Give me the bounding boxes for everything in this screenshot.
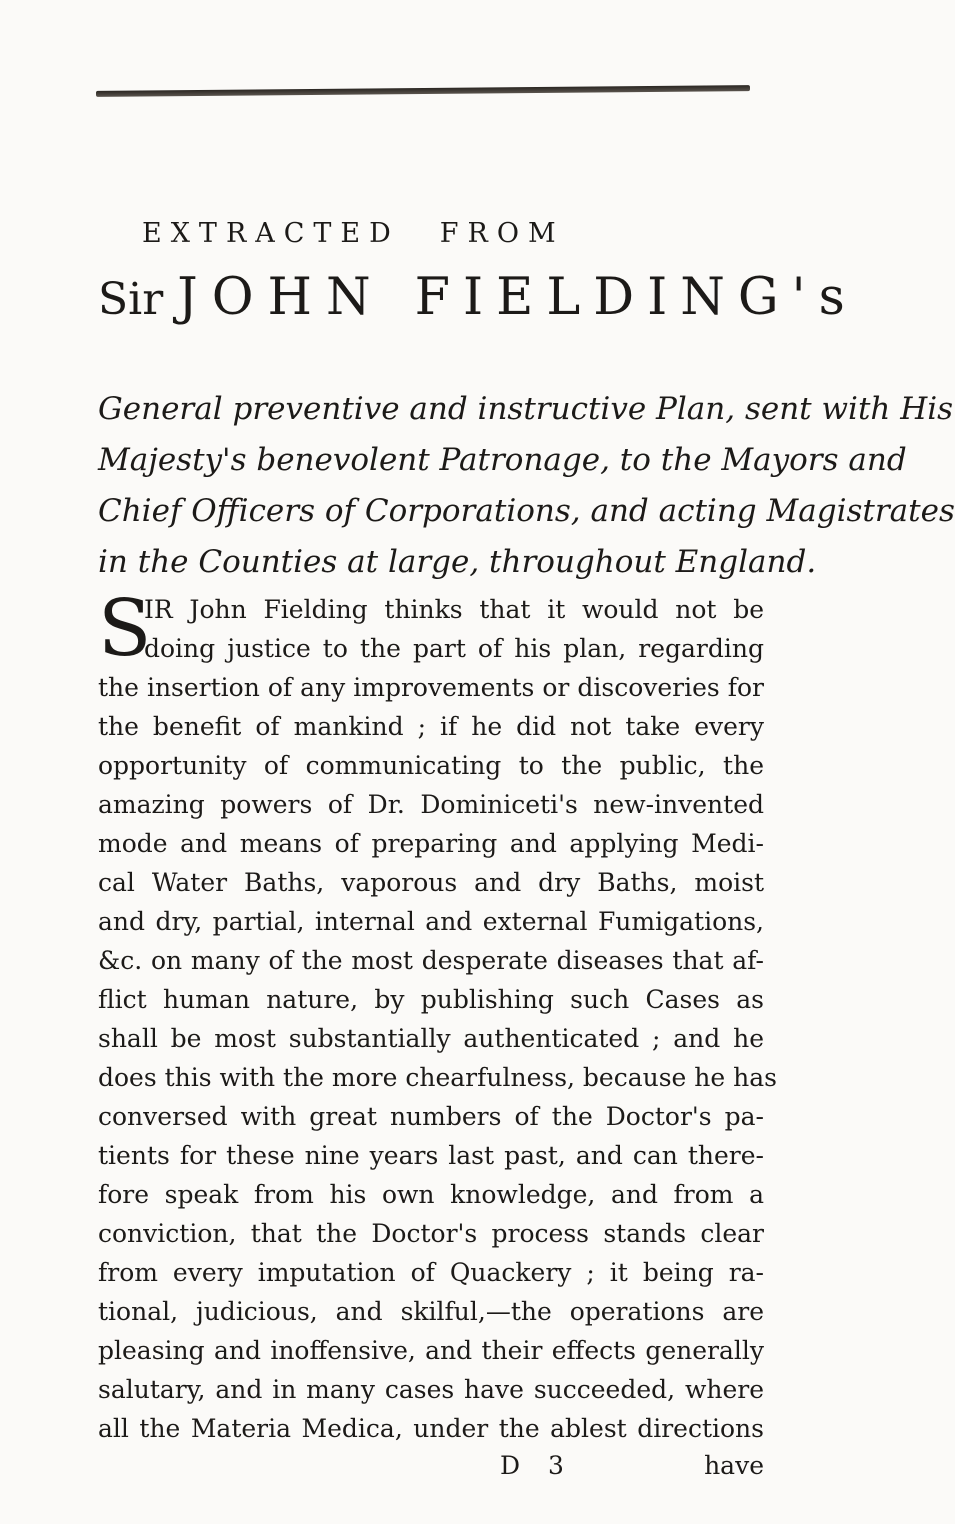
body-line: IR John Fielding thinks that it would not be bbox=[144, 595, 764, 624]
body-line: flict human nature, by publishing such Cases as bbox=[98, 985, 764, 1014]
body-line: tional, judicious, and skilful,—the operations are bbox=[98, 1297, 764, 1326]
body-line: doing justice to the part of his plan, regarding bbox=[144, 634, 764, 663]
body-line: all the Materia Medica, under the ablest directions bbox=[98, 1414, 764, 1443]
title-fielding: FIELDING's bbox=[414, 268, 858, 327]
title-sir: Sir bbox=[98, 274, 164, 325]
from-word: FROM bbox=[439, 218, 565, 249]
body-line: tients for these nine years last past, and can there- bbox=[98, 1141, 764, 1170]
body-line: does this with the more chearfulness, because he has bbox=[98, 1063, 777, 1092]
body-line: &c. on many of the most desperate diseases that af- bbox=[98, 946, 764, 975]
body-line: opportunity of communicating to the public, the bbox=[98, 751, 764, 780]
body-line: fore speak from his own knowledge, and from a bbox=[98, 1180, 764, 1209]
body-line: amazing powers of Dr. Dominiceti's new-invented bbox=[98, 790, 764, 819]
extracted-word: EXTRACTED bbox=[142, 218, 400, 249]
body-line: mode and means of preparing and applying Medi- bbox=[98, 829, 764, 858]
body-paragraph bbox=[98, 584, 777, 1448]
subtitle-line: Majesty's benevolent Patronage, to the Mayors and bbox=[98, 442, 907, 478]
title-john: JOHN bbox=[177, 268, 385, 327]
body-line: cal Water Baths, vaporous and dry Baths, moist bbox=[98, 868, 764, 897]
body-line: pleasing and inoffensive, and their effects generally bbox=[98, 1336, 764, 1365]
body-line: and dry, partial, internal and external Fumigations, bbox=[98, 907, 764, 936]
extracted-from-heading bbox=[142, 218, 662, 249]
catchword: have bbox=[704, 1451, 764, 1480]
subtitle-paragraph bbox=[98, 384, 955, 588]
body-line: conviction, that the Doctor's process stands clear bbox=[98, 1219, 764, 1248]
body-line: from every imputation of Quackery ; it being ra- bbox=[98, 1258, 764, 1287]
body-line: salutary, and in many cases have succeeded, where bbox=[98, 1375, 764, 1404]
drop-cap-letter: S bbox=[98, 584, 152, 674]
body-line: the insertion of any improvements or discoveries for bbox=[98, 673, 764, 702]
subtitle-line: Chief Officers of Corporations, and acting Magistrates bbox=[98, 493, 955, 529]
body-line: conversed with great numbers of the Doctor's pa- bbox=[98, 1102, 764, 1131]
main-title bbox=[98, 268, 858, 327]
top-border-rule bbox=[96, 85, 750, 97]
body-line: shall be most substantially authenticated ; and he bbox=[98, 1024, 764, 1053]
body-line: the benefit of mankind ; if he did not take every bbox=[98, 712, 764, 741]
subtitle-line: in the Counties at large, throughout England. bbox=[98, 544, 817, 580]
signature-mark: D 3 bbox=[500, 1451, 574, 1480]
subtitle-line: General preventive and instructive Plan, sent with His bbox=[98, 391, 954, 427]
